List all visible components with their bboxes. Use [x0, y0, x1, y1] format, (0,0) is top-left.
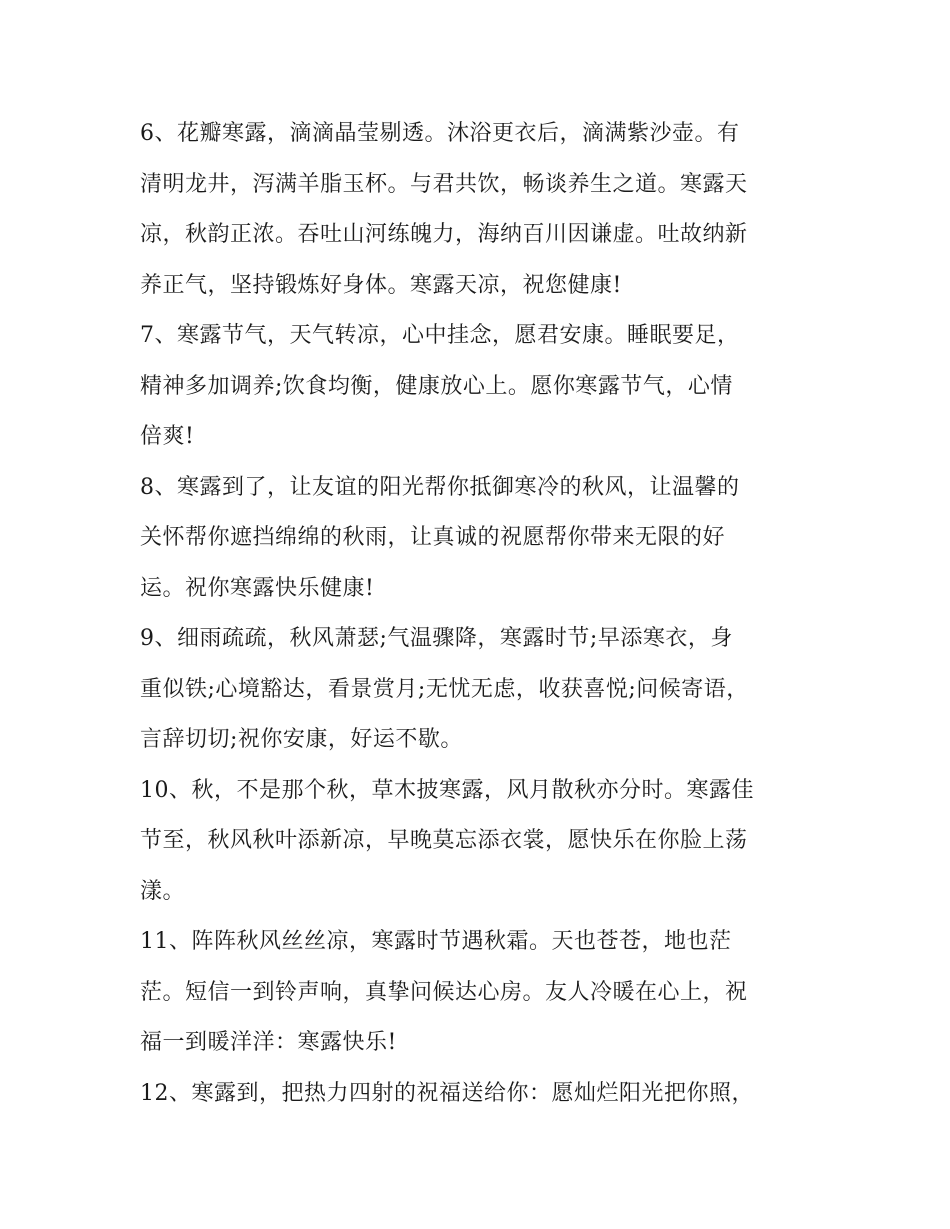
text-line: 运。祝你寒露快乐健康! — [140, 575, 375, 601]
text-line: 倍爽! — [140, 424, 195, 449]
text-line: 凉，秋韵正浓。吞吐山河练魄力，海纳百川因谦虚。吐故纳新 — [140, 222, 748, 247]
text-line: 8、寒露到了，让友谊的阳光帮你抵御寒冷的秋风，让温馨的 — [140, 474, 740, 500]
text-line: 福一到暖洋洋：寒露快乐! — [140, 1030, 397, 1055]
document-page — [140, 109, 820, 1119]
text-line: 清明龙井，泻满羊脂玉杯。与君共饮，畅谈养生之道。寒露天 — [140, 171, 748, 197]
text-line: 茫。短信一到铃声响，真挚问候达心房。友人冷暖在心上，祝 — [140, 979, 748, 1005]
text-line: 7、寒露节气，天气转凉，心中挂念，愿君安康。睡眠要足， — [140, 323, 740, 348]
text-line: 重似铁;心境豁达，看景赏月;无忧无虑，收获喜悦;问候寄语， — [140, 676, 749, 702]
text-line: 关怀帮你遮挡绵绵的秋雨，让真诚的祝愿帮你带来无限的好 — [140, 525, 726, 550]
text-line: 10、秋，不是那个秋，草木披寒露，风月散秋亦分时。寒露佳 — [140, 777, 754, 803]
text-line: 养正气，坚持锻炼好身体。寒露天凉，祝您健康! — [140, 272, 622, 298]
text-line: 言辞切切;祝你安康，好运不歇。 — [140, 727, 463, 752]
text-line: 11、阵阵秋风丝丝凉，寒露时节遇秋霜。天也苍苍，地也茫 — [140, 929, 732, 954]
text-line: 精神多加调养;饮食均衡，健康放心上。愿你寒露节气，心情 — [140, 373, 733, 399]
text-line: 12、寒露到，把热力四射的祝福送给你：愿灿烂阳光把你照， — [140, 1080, 754, 1106]
text-line: 9、细雨疏疏，秋风萧瑟;气温骤降，寒露时节;早添寒衣，身 — [140, 626, 733, 651]
text-line: 6、花瓣寒露，滴滴晶莹剔透。沐浴更衣后，滴满紫沙壶。有 — [140, 121, 740, 146]
text-line: 漾。 — [140, 878, 186, 904]
text-line: 节至，秋风秋叶添新凉，早晚莫忘添衣裳，愿快乐在你脸上荡 — [140, 828, 748, 853]
